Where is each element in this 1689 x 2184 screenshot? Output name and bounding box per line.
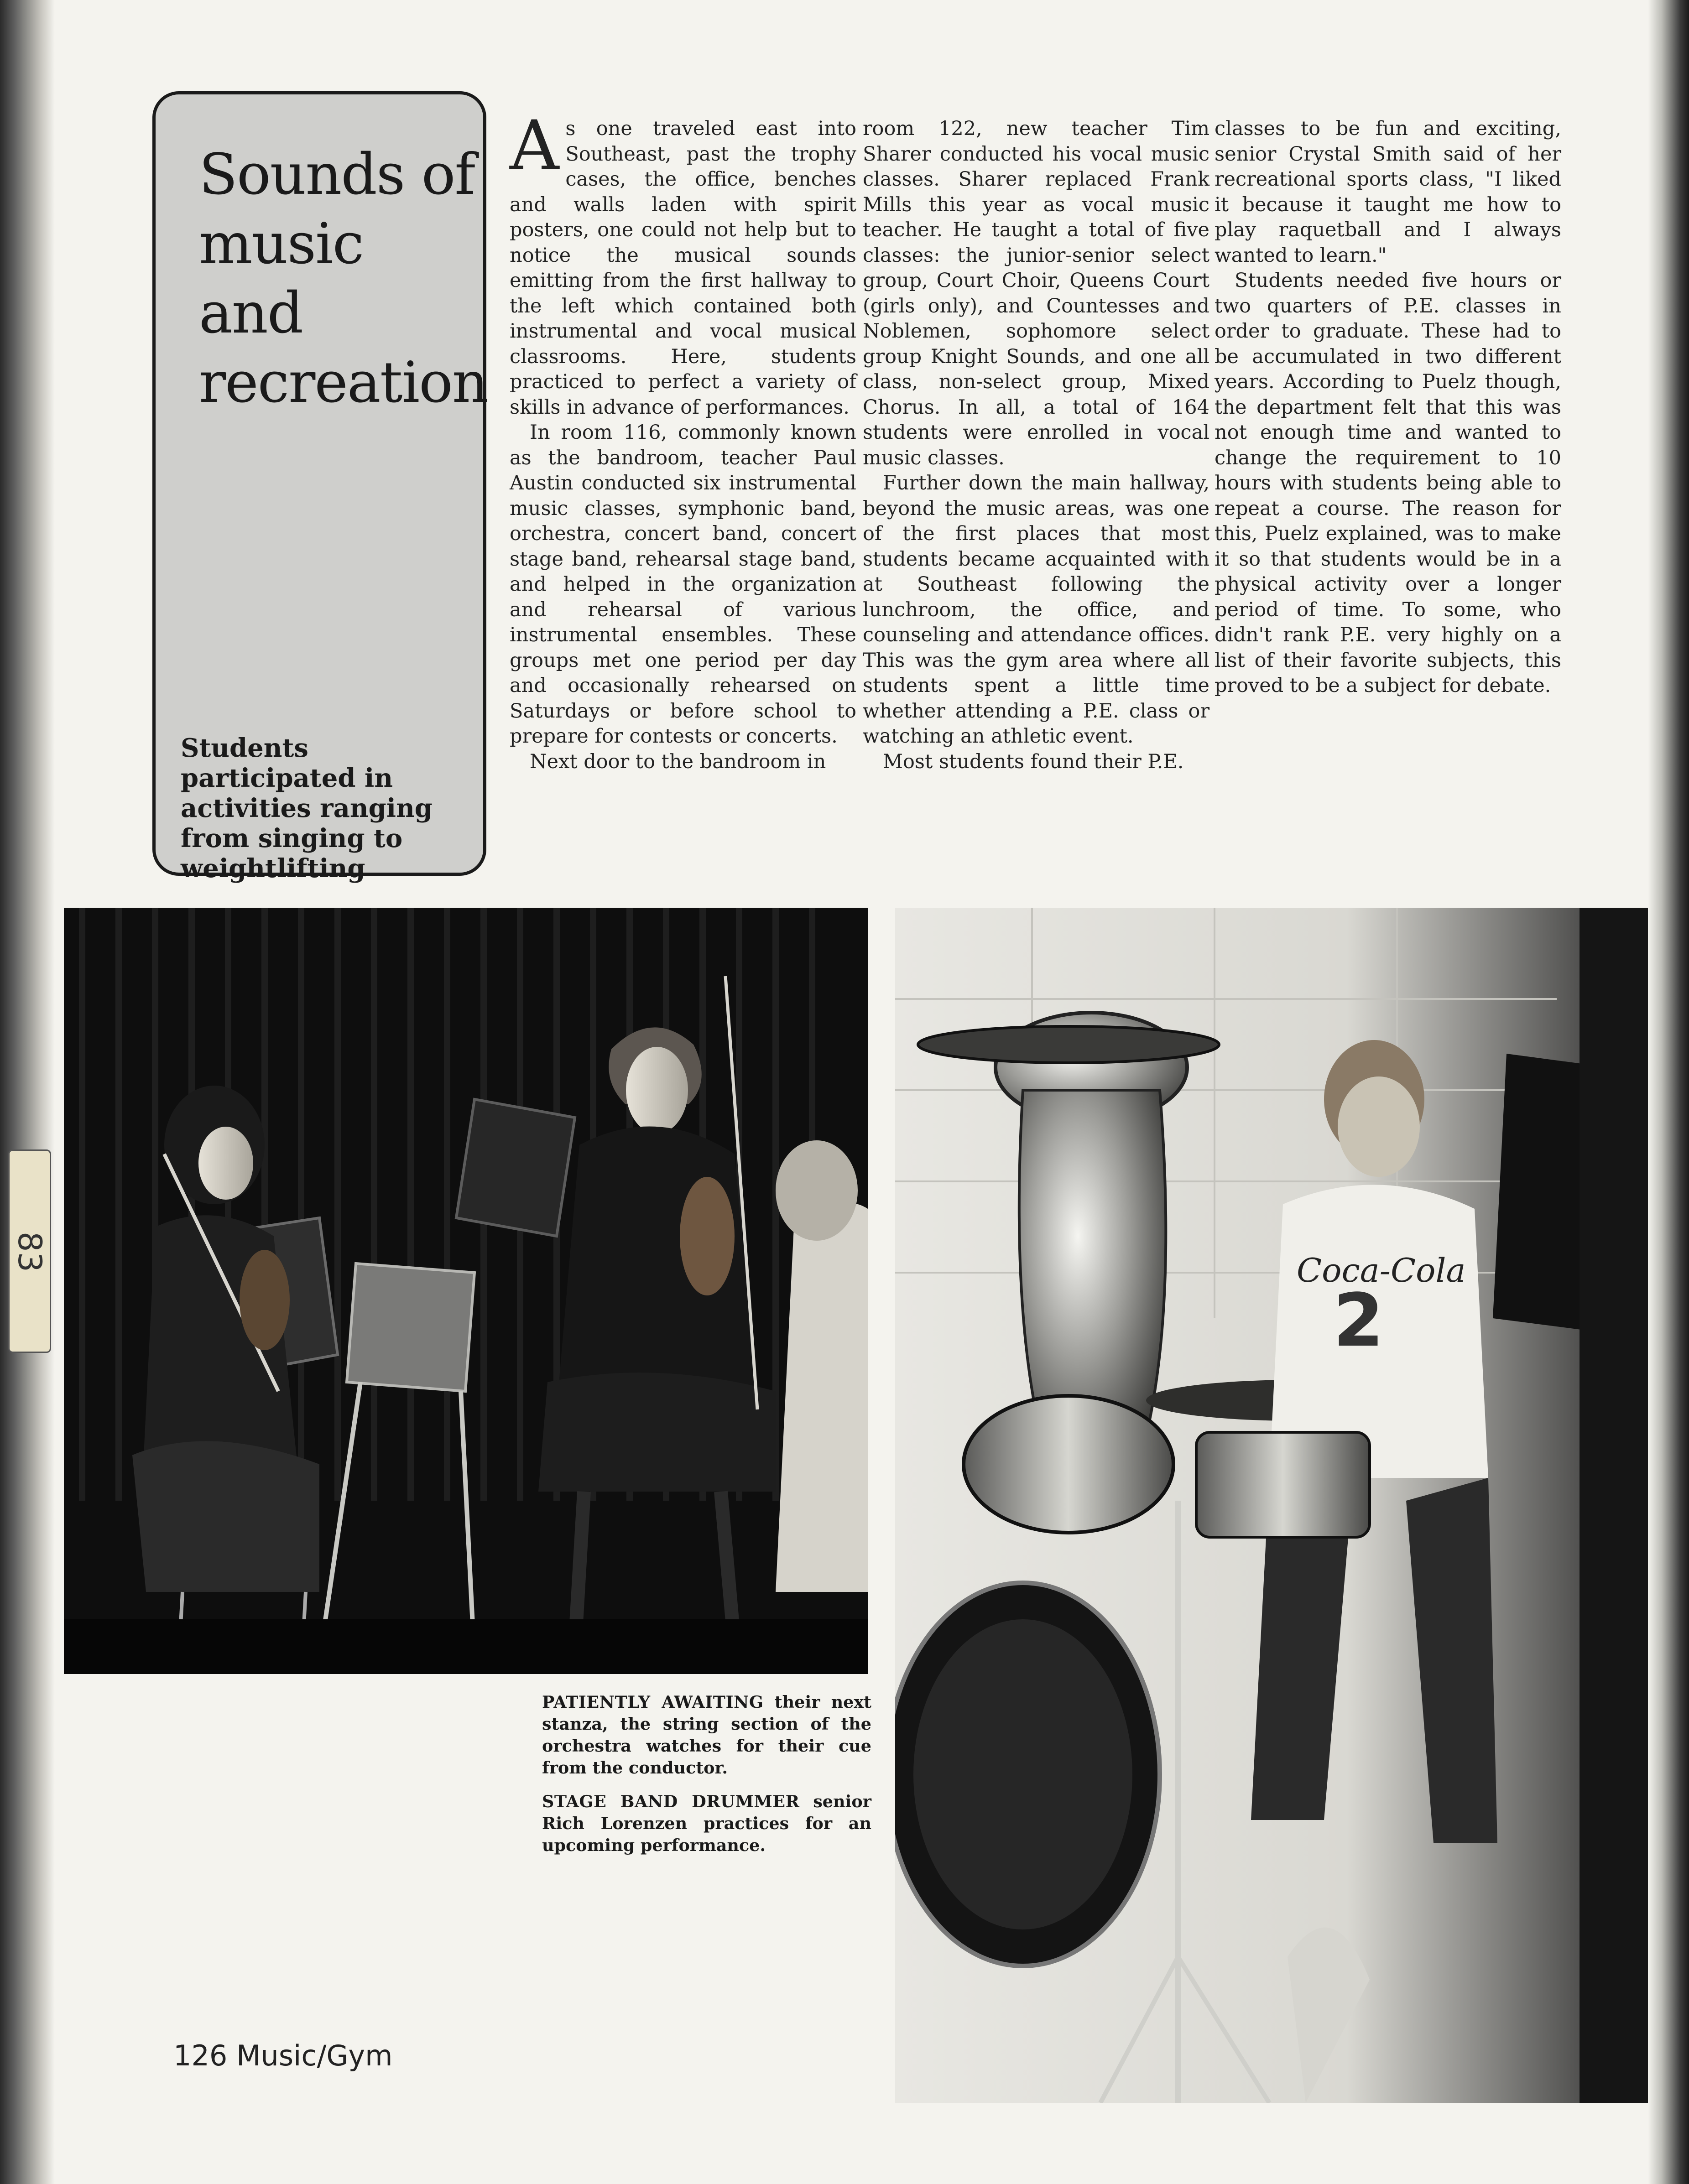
caption [542,1691,871,1779]
paragraph: room 122, new teacher Tim Sharer conducted his vocal music classes. Sharer replaced Frank Mills this year as vocal music teacher. He taught a total of five classes: the junior-senior select group, Court Choir, Queens Court (girls only), and Countesses and Noblemen, sophomore select group Knight Sounds, and one all class, non-select group, Mixed Chorus. In all, a total of 164 students were enrolled in vocal music classes. [863,117,1209,469]
orchestra-photo [64,908,868,1674]
paragraph: Next door to the bandroom in [530,750,826,773]
text-column-3 [1215,116,1561,699]
text-column-2 [863,116,1209,775]
paragraph: classes to be fun and exciting, senior Crystal Smith said of her recreational sports class, "I liked it because it taught me how to play raquetball and I always wanted to learn." [1215,117,1561,267]
text-column-1 [510,106,856,775]
caption-lead: PATIENTLY AWAITING [542,1692,764,1712]
drummer-photo [895,908,1648,2103]
caption [542,1791,871,1856]
shirt-logo: Coca-Cola [1297,1251,1466,1290]
paragraph [510,106,856,420]
page-title: Sounds of music and recreation [199,142,488,416]
page-folio: 126 Music/Gym [173,2039,393,2072]
drop-cap: A [510,106,559,186]
binding-tab [8,1149,51,1353]
paragraph: Students needed five hours or two quarters of P.E. classes in order to graduate. These had to be accumulated in two different years. According to Puelz though, the department felt that this was not enough time and wanted to change the requirement to 10 hours with students being able to repeat a course. The reason for this, Puelz explained, was to make it so that students would be in a physical activity over a longer period of time. To some, who didn't rank P.E. very highly on a list of their favorite subjects, this proved to be a subject for debate. [1215,269,1561,697]
caption-lead: STAGE BAND DRUMMER [542,1792,800,1811]
photo-captions [542,1691,871,1868]
title-subheading: Students participated in activities ranging from singing to weightlifting [181,733,433,884]
paragraph-text: s one traveled east into Southeast, past the trophy cases, the office, benches and walls laden with spirit posters, one could not help but to notice the musical sounds emitting from the first hallway to the left which contained both instrumental and vocal musical classrooms. Here, students practiced to perfect a variety of skills in advance of performances. [510,117,856,419]
page-edge [1648,0,1689,2184]
caption-text: senior Rich Lorenzen practices for an upcoming performance. [542,1792,871,1855]
paragraph: Further down the main hallway, beyond the music areas, was one of the first places that most students became acquainted with at Southeast following the lunchroom, the office, and counseling and attendance offices. This was the gym area where all students spent a little time whether attending a P.E. class or watching an athletic event. [863,472,1209,748]
paragraph: Most students found their P.E. [883,750,1184,773]
caption-text: their next stanza, the string section of the orchestra watches for their cue from the conductor. [542,1692,872,1778]
book-binding [0,0,55,2184]
binding-tab-number: 83 [11,1232,48,1273]
paragraph: In room 116, commonly known as the bandroom, teacher Paul Austin conducted six instrumental music classes, symphonic band, orchestra, concert band, concert stage band, rehearsal stage band, and helped in the organization and rehearsal of various instrumental ensembles. These groups met one period per day and occasionally rehearsed on Saturdays or before school to prepare for contests or concerts. [510,421,856,748]
svg-text:2: 2 [1333,1278,1384,1363]
title-panel [152,91,488,884]
